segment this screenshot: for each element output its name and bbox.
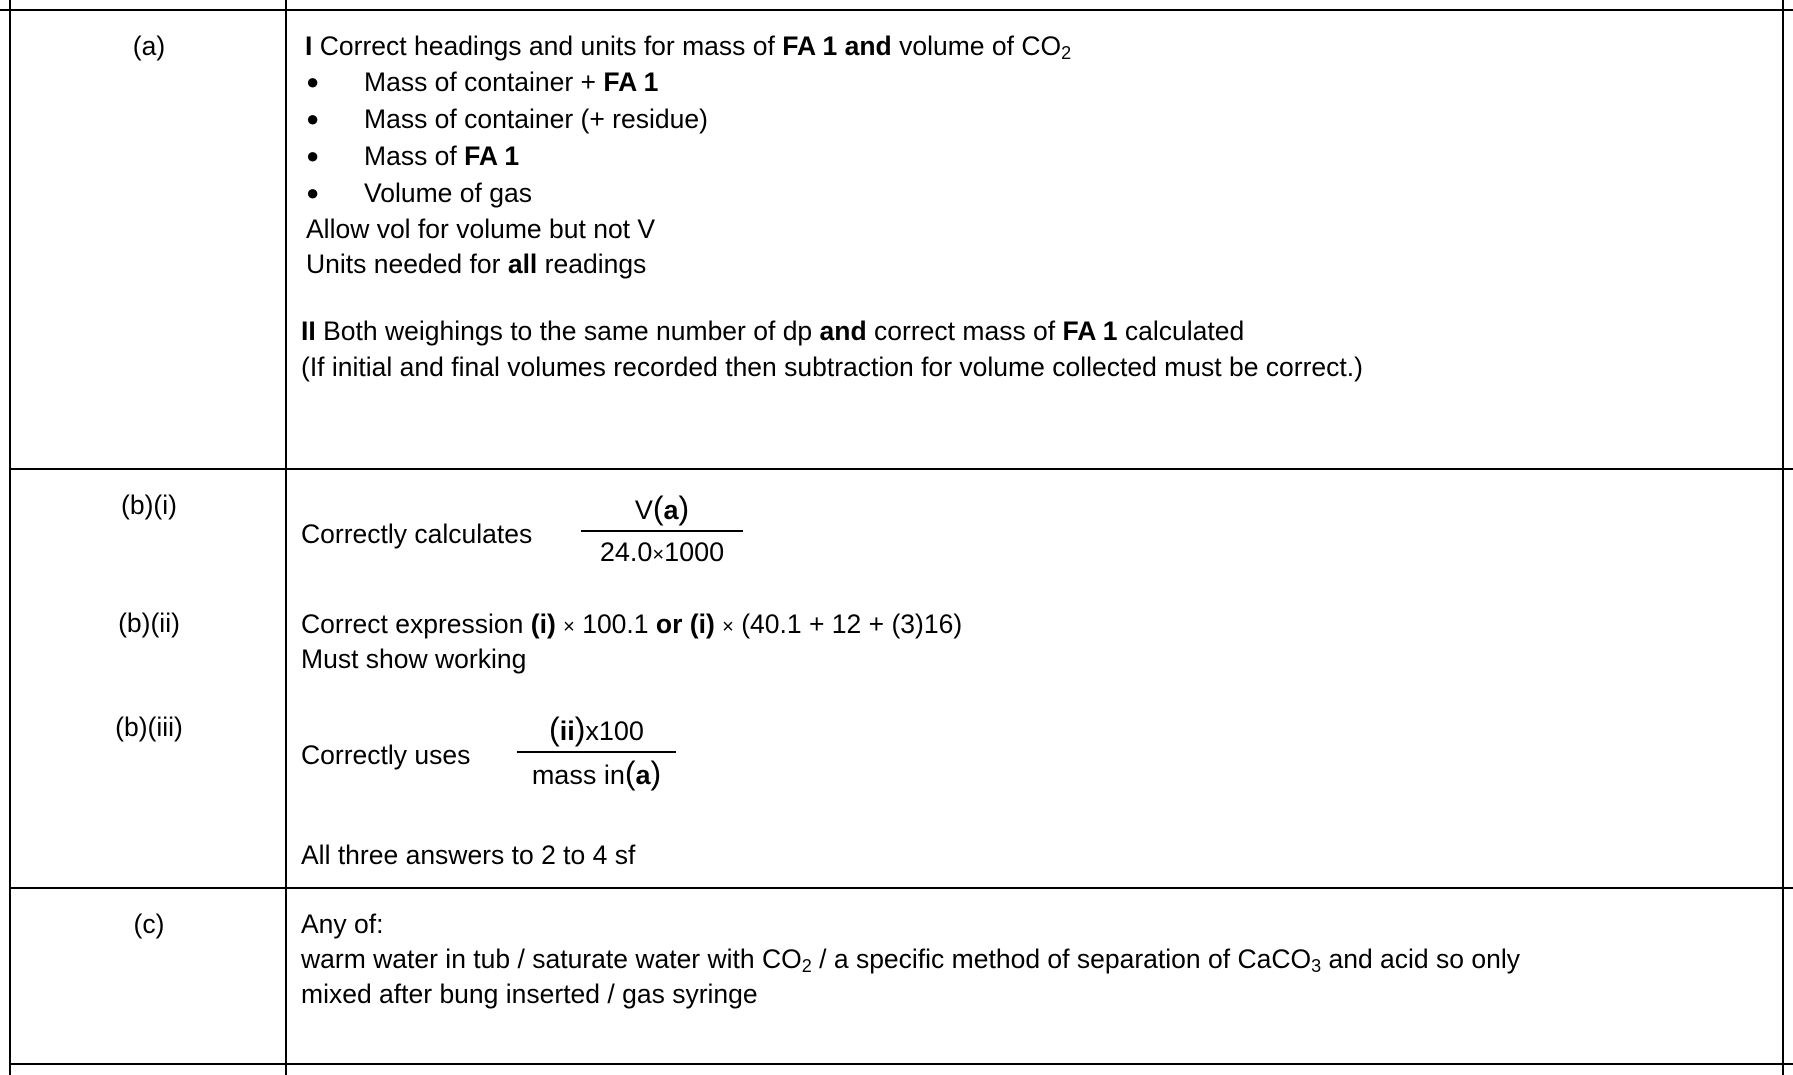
point-i-text-1: Correct headings and units for mass of	[312, 31, 783, 61]
point-i-subscript: 2	[1061, 43, 1072, 63]
bullet-item-1-text: Mass of container +	[364, 67, 604, 97]
uses-numerator: (ii)x100	[549, 711, 644, 747]
volume-note: (If initial and final volumes recorded then subtraction for volume collected must be correct.)	[301, 352, 1363, 382]
expression-bold-1: (i)	[530, 609, 556, 639]
expression-line	[301, 606, 962, 645]
answer-line-1-sub-2: 3	[1311, 956, 1322, 976]
bullet-icon: ●	[306, 106, 320, 131]
point-i-heading	[305, 28, 1071, 64]
uses-denominator-a: a	[635, 760, 651, 790]
question-label-b-i: (b)(i)	[121, 490, 177, 520]
calc-text: Correctly calculates	[301, 519, 533, 549]
point-ii-bold-2: FA 1	[1062, 316, 1118, 346]
calc-denominator-2: 1000	[664, 537, 725, 567]
calc-denominator-1: 24.0	[599, 537, 653, 567]
bullet-item-2-text: Mass of container (+ residue)	[364, 104, 708, 134]
table-right-border	[1782, 0, 1784, 1075]
units-note	[306, 246, 646, 282]
bullet-item-4	[364, 175, 532, 211]
bullet-item-1-bold: FA 1	[603, 67, 659, 97]
bullet-item-3	[364, 138, 519, 174]
calc-numerator-v: V	[634, 495, 653, 525]
point-ii-marker: II	[301, 316, 316, 346]
sf-note: All three answers to 2 to 4 sf	[301, 840, 636, 870]
expression-bold-2: or (i)	[655, 609, 715, 639]
any-of-text: Any of:	[301, 909, 384, 939]
question-label-b-iii: (b)(iii)	[115, 712, 183, 742]
point-i-marker: I	[305, 31, 313, 61]
row-divider-b-c	[9, 887, 1793, 889]
bullet-item-3-text: Mass of	[364, 141, 465, 171]
fraction-bar	[581, 530, 743, 532]
point-ii-bold-1: and	[819, 316, 867, 346]
point-ii-text-1: Both weighings to the same number of dp	[315, 316, 820, 346]
times-symbol: ×	[563, 616, 575, 638]
uses-denominator-text: mass in	[531, 760, 625, 790]
working-note: Must show working	[301, 644, 527, 674]
bullet-icon: ●	[306, 69, 320, 94]
column-divider	[285, 0, 287, 1075]
expression-text-3: (40.1 + 12 + (3)16)	[733, 609, 963, 639]
point-i-bold-1: FA 1 and	[782, 31, 892, 61]
table-left-border	[9, 9, 11, 1075]
units-note-text-2: readings	[537, 249, 647, 279]
calc-numerator: V(a)	[634, 490, 690, 526]
units-note-text-1: Units needed for	[306, 249, 508, 279]
bullet-item-4-text: Volume of gas	[364, 178, 532, 208]
times-symbol: ×	[722, 616, 734, 638]
uses-numerator-x100: x100	[585, 716, 644, 746]
row-divider-a-b	[9, 468, 1793, 470]
question-label-a: (a)	[132, 31, 166, 61]
question-label-c: (c)	[133, 909, 165, 939]
table-bottom-border	[9, 1063, 1793, 1065]
expression-text-1: Correct expression	[301, 609, 531, 639]
answer-line-1-text-2: / a specific method of separation of CaCO	[811, 944, 1312, 974]
uses-denominator: mass in(a)	[531, 755, 662, 791]
calc-denominator	[581, 534, 743, 573]
bullet-item-3-bold: FA 1	[464, 141, 520, 171]
question-label-b-ii: (b)(ii)	[118, 608, 180, 638]
times-symbol: ×	[652, 544, 665, 566]
uses-numerator-ii: ii	[559, 716, 575, 746]
bullet-icon: ●	[306, 180, 320, 205]
answer-line-1-sub-1: 2	[801, 956, 812, 976]
bullet-item-1	[364, 64, 658, 100]
column-stub-left	[9, 0, 11, 10]
uses-text: Correctly uses	[301, 740, 471, 770]
point-ii-heading	[301, 313, 1244, 349]
units-note-bold: all	[507, 249, 538, 279]
point-ii-text-3: calculated	[1117, 316, 1245, 346]
bullet-icon: ●	[306, 143, 320, 168]
calc-numerator-a: a	[663, 495, 679, 525]
answer-line-2: mixed after bung inserted / gas syringe	[301, 979, 758, 1009]
answer-line-1-text-1: warm water in tub / saturate water with CO	[301, 944, 802, 974]
answer-line-1-text-3: and acid so only	[1321, 944, 1520, 974]
table-top-border	[0, 9, 1793, 11]
answer-line-1	[301, 941, 1520, 977]
point-i-text-2: volume of CO	[891, 31, 1062, 61]
allow-note: Allow vol for volume but not V	[306, 214, 656, 244]
point-ii-text-2: correct mass of	[866, 316, 1063, 346]
calc-fraction	[581, 490, 743, 573]
fraction-bar	[517, 751, 676, 753]
uses-fraction	[517, 711, 676, 793]
bullet-item-2	[364, 101, 708, 137]
expression-text-2: 100.1	[574, 609, 656, 639]
